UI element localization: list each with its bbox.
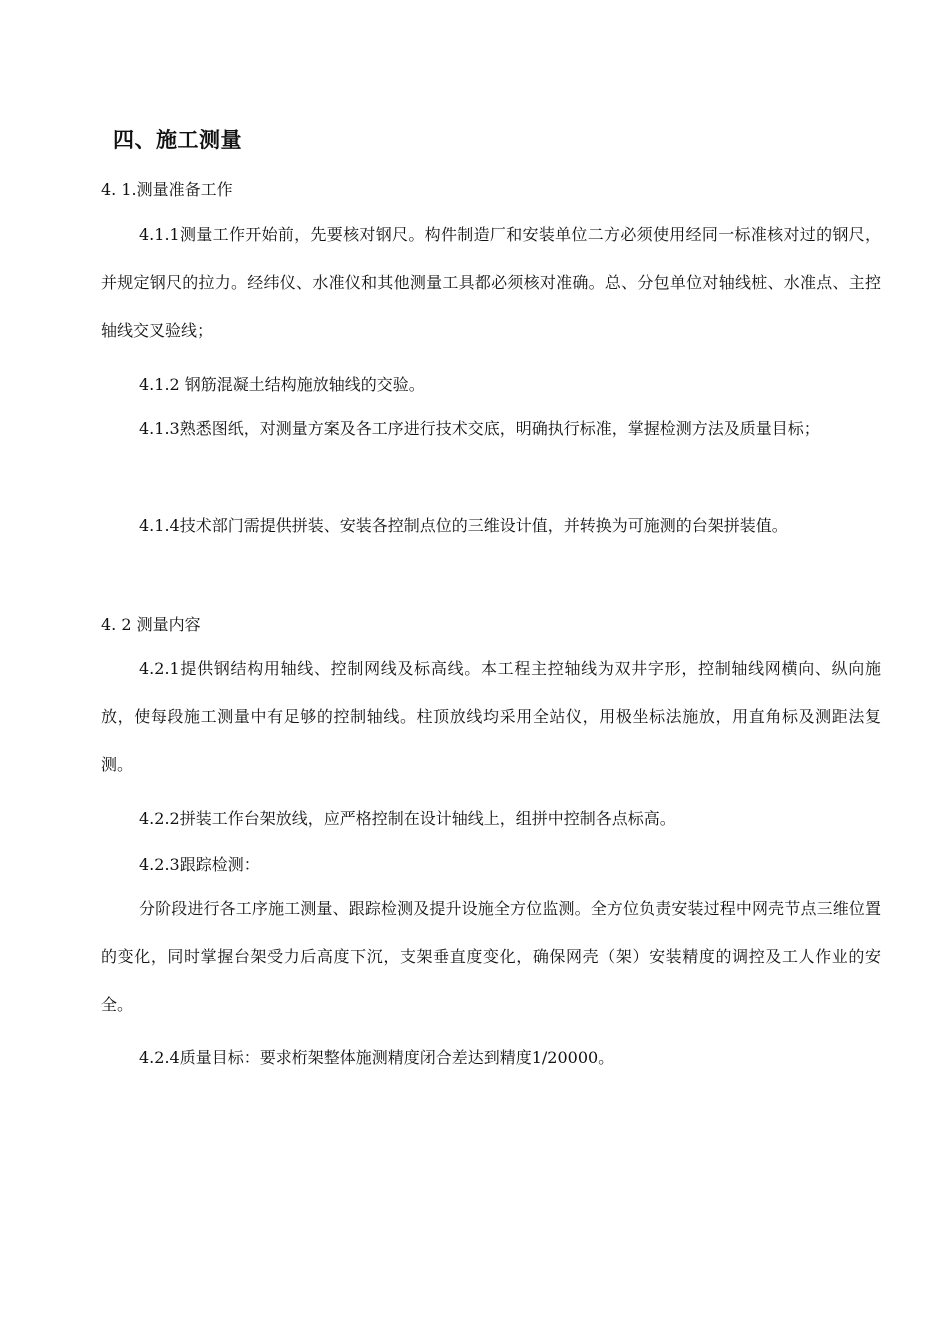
paragraph-4-1-4: 4.1.4技术部门需提供拼装、安装各控制点位的三维设计值，并转换为可施测的台架拼装值。: [139, 516, 788, 535]
paragraph-4-2-2: 4.2.2拼装工作台架放线，应严格控制在设计轴线上，组拼中控制各点标高。: [139, 809, 676, 828]
paragraph-4-2-4: 4.2.4质量目标：要求桁架整体施测精度闭合差达到精度1/20000。: [139, 1048, 615, 1067]
chapter-heading: 四、施工测量: [113, 128, 242, 152]
paragraph-4-1-3: 4.1.3熟悉图纸，对测量方案及各工序进行技术交底，明确执行标准，掌握检测方法及质量目标；: [139, 419, 820, 438]
section-4-2-title: 4. 2 测量内容: [101, 615, 201, 634]
section-4-1-title: 4. 1.测量准备工作: [101, 180, 233, 199]
paragraph-4-1-1: 4.1.1测量工作开始前，先要核对钢尺。构件制造厂和安装单位二方必须使用经同一标准核对过的钢尺，并规定钢尺的拉力。经纬仪、水准仪和其他测量工具都必须核对准确。总、分包单位对轴线桩、水准点、主控轴线交叉验线；: [101, 225, 881, 340]
paragraph-4-2-1: 4.2.1提供钢结构用轴线、控制网线及标高线。本工程主控轴线为双井字形，控制轴线网横向、纵向施放，使每段施工测量中有足够的控制轴线。柱顶放线均采用全站仪，用极坐标法施放，用直角标及测距法复测。: [101, 659, 881, 774]
paragraph-4-2-3: 4.2.3跟踪检测：: [139, 855, 260, 874]
paragraph-4-2-3-body: 分阶段进行各工序施工测量、跟踪检测及提升设施全方位监测。全方位负责安装过程中网壳节点三维位置的变化，同时掌握台架受力后高度下沉，支架垂直度变化，确保网壳（架）安装精度的调控及工人作业的安全。: [101, 899, 881, 1014]
paragraph-4-1-2: 4.1.2 钢筋混凝土结构施放轴线的交验。: [139, 375, 425, 394]
